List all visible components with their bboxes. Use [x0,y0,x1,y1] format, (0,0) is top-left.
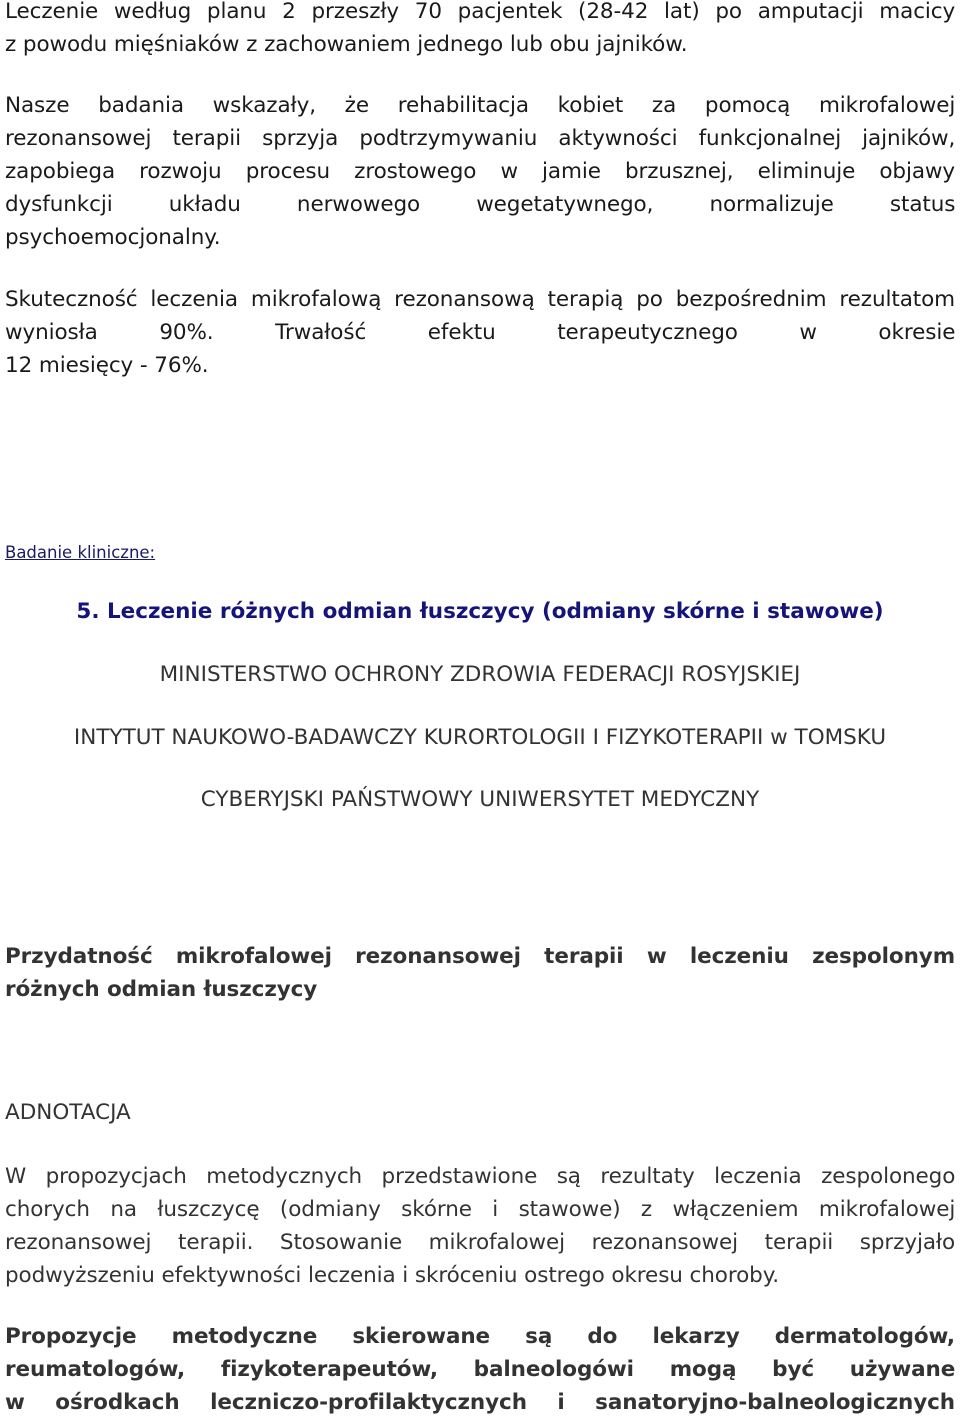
ministry-name: MINISTERSTWO OCHRONY ZDROWIA FEDERACJI ROSYJSKIEJ [159,662,801,687]
text-line: z powodu mięśniaków z zachowaniem jednego lub obu jajników. [5,32,688,57]
text-line: dysfunkcji układu nerwowego wegetatywnego, normalizuje status [5,192,956,217]
text-line: chorych na łuszczycę (odmiany skórne i stawowe) z włączeniem mikrofalowej [5,1197,956,1222]
text-line: w ośrodkach leczniczo-profilaktycznych i sanatoryjno-balneologicznych [5,1390,955,1415]
institute-name: INTYTUT NAUKOWO-BADAWCZY KURORTOLOGII I FIZYKOTERAPII w TOMSKU [73,725,887,750]
text-line: Leczenie według planu 2 przeszły 70 pacjentek (28-42 lat) po amputacji macicy [5,0,956,24]
text-line: wyniosła 90%. Trwałość efektu terapeutycznego w okresie [5,320,956,345]
text-line: Skuteczność leczenia mikrofalową rezonansową terapią po bezpośrednim rezultatom [5,287,955,312]
text-line: różnych odmian łuszczycy [5,977,318,1002]
text-line: podwyższeniu efektywności leczenia i skróceniu ostrego okresu choroby. [5,1263,780,1288]
text-line: psychoemocjonalny. [5,225,221,250]
clinical-study-link[interactable]: Badanie kliniczne: [5,543,156,562]
paragraph-research-results [5,89,955,254]
paper-title [5,940,955,1006]
text-line: reumatologów, fizykoterapeutów, balneologówi mogą być używane [5,1357,956,1382]
text-line: Nasze badania wskazały, że rehabilitacja kobiet za pomocą mikrofalowej [5,93,956,118]
text-line: zapobiega rozwoju procesu zrostowego w jamie brzusznej, eliminuje objawy [5,159,956,184]
paragraph-treatment-plan [5,0,955,61]
text-line: Propozycje metodyczne skierowane są do lekarzy dermatologów, [5,1324,955,1349]
text-line: rezonansowej terapii sprzyja podtrzymywaniu aktywności funkcjonalnej jajników, [5,126,956,151]
text-line: W propozycjach metodycznych przedstawione są rezultaty leczenia zespolonego [5,1164,956,1189]
annotation-text [5,1160,955,1292]
university-name: CYBERYJSKI PAŃSTWOWY UNIWERSYTET MEDYCZNY [200,787,760,812]
text-line: rezonansowej terapii. Stosowanie mikrofalowej rezonansowej terapii sprzyjało [5,1230,955,1255]
section-title: 5. Leczenie różnych odmian łuszczycy (odmiany skórne i stawowe) [76,599,884,624]
text-line: Przydatność mikrofalowej rezonansowej terapii w leczeniu zespolonym [5,944,955,969]
paragraph-effectiveness [5,283,955,382]
proposals-text [5,1320,955,1419]
text-line: 12 miesięcy - 76%. [5,353,209,378]
annotation-label: ADNOTACJA [5,1100,131,1125]
